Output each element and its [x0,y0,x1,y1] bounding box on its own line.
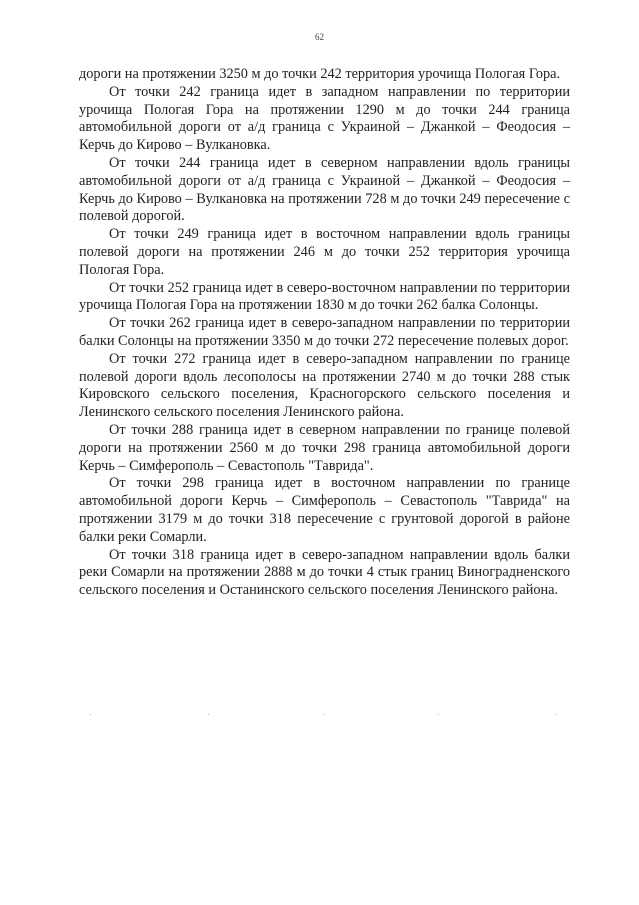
scan-dot [323,714,324,715]
document-body [79,66,570,600]
paragraph-point-262: От точки 262 граница идет в северо-западном направлении по территории балки Солонцы на протяжении 3350 м до точки 272 пересечение полевых дорог. [79,315,570,349]
scan-dot [438,714,439,715]
paragraph-point-249: От точки 249 граница идет в восточном направлении вдоль границы полевой дороги на протяжении 246 м до точки 252 территория урочища Пологая Гора. [79,226,570,278]
scan-dot-marks [90,714,560,716]
scan-dot [90,714,91,715]
paragraph-point-298: От точки 298 граница идет в восточном направлении по границе автомобильной дороги Керчь – Симферополь – Севастополь "Таврида" на протяжении 3179 м до точки 318 пересечение с грунтовой дорогой в районе балки реки Сомарли. [79,475,570,545]
paragraph-point-252: От точки 252 граница идет в северо-восточном направлении по территории урочища Пологая Гора на протяжении 1830 м до точки 262 балка Солонцы. [79,279,570,314]
paragraph-point-288: От точки 288 граница идет в северном направлении по границе полевой дороги на протяжении 2560 м до точки 298 граница автомобильной дороги Керчь – Симферополь – Севастополь "Таврида". [79,421,570,474]
paragraph-point-244: От точки 244 граница идет в северном направлении вдоль границы автомобильной дороги от а/д граница с Украиной – Джанкой – Феодосия – Керчь до Кирово – Вулкановка на протяжении 728 м до точки 249 пересечение с полевой дорогой. [79,154,570,225]
scan-dot [208,714,209,715]
paragraph-continuation: дороги на протяжении 3250 м до точки 242 территория урочища Пологая Гора. [79,66,561,82]
scan-dot [555,714,556,715]
paragraph-point-242: От точки 242 граница идет в западном направлении по территории урочища Пологая Гора на протяжении 1290 м до точки 244 граница автомобильной дороги от а/д граница с Украиной – Джанкой – Феодосия – Керчь до Кирово – Вулкановка. [79,83,570,154]
page-number: 62 [315,32,324,42]
paragraph-point-272: От точки 272 граница идет в северо-западном направлении по границе полевой дороги вдоль лесополосы на протяжении 2740 м до точки 288 стык Кировского сельского поселения, Красногорского сельского поселения и Ленинского сельского поселения Ленинского района. [79,350,570,421]
paragraph-point-318: От точки 318 граница идет в северо-западном направлении вдоль балки реки Сомарли на протяжении 2888 м до точки 4 стык границ Виноградненского сельского поселения и Останинского сельского поселения Ленинского района. [79,546,570,599]
